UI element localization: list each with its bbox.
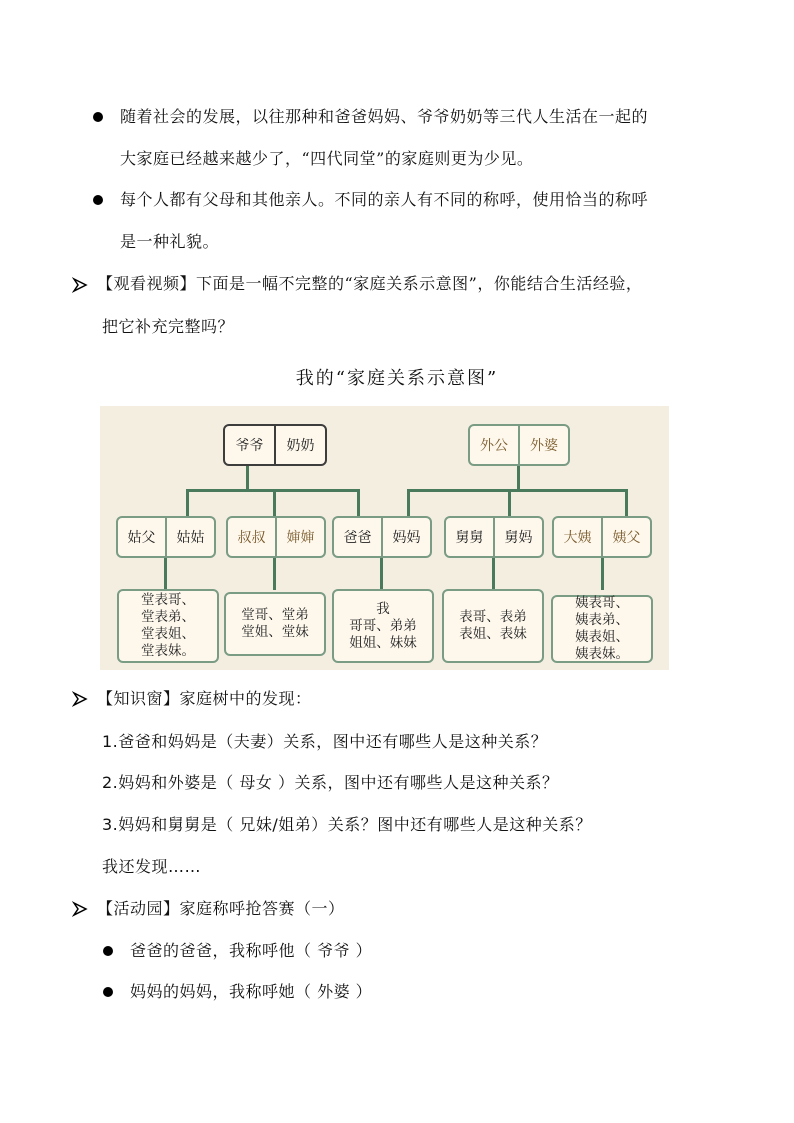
children-box <box>551 595 653 663</box>
child-label: 姨表姐、 <box>575 629 629 645</box>
couple-label: 舅舅 <box>455 530 484 546</box>
bullet-text-line: 是一种礼貌。 <box>120 232 220 251</box>
connector-line <box>186 489 189 517</box>
bullet-text-line: 每个人都有父母和其他亲人。不同的亲人有不同的称呼，使用恰当的称呼 <box>120 190 649 209</box>
arrow-bullet-icon <box>72 277 88 293</box>
video-text-line: 把它补充完整吗？ <box>102 317 235 336</box>
maternal-grandpa-label: 外公 <box>480 438 508 454</box>
diagram-title: 我的“家庭关系示意图” <box>295 368 499 389</box>
connector-line <box>380 556 383 590</box>
child-label: 堂表哥、 <box>141 592 195 608</box>
knowledge-item: 2.妈妈和外婆是（ 母女 ）关系，图中还有哪些人是这种关系？ <box>102 773 559 792</box>
couple-box-parents <box>332 516 432 558</box>
connector-line <box>517 465 520 490</box>
child-label: 哥哥、弟弟 <box>349 617 417 634</box>
couple-label: 舅妈 <box>504 530 533 546</box>
bullet-dot <box>103 946 113 956</box>
child-label: 表姐、表妹 <box>459 626 527 642</box>
children-box <box>332 589 434 663</box>
arrow-bullet-icon <box>72 901 88 917</box>
child-label: 姨表哥、 <box>575 595 629 611</box>
bullet-dot <box>93 195 103 205</box>
child-label: 表哥、表弟 <box>459 609 527 625</box>
couple-label: 姑父 <box>127 530 156 546</box>
child-label: 堂表姐、 <box>141 626 195 642</box>
maternal-grandma-label: 外婆 <box>530 438 558 454</box>
couple-box-aunt-maternal <box>552 516 652 558</box>
child-label: 堂表妹。 <box>141 643 195 659</box>
couple-label: 姑姑 <box>176 530 205 546</box>
couple-label: 姨父 <box>612 530 641 546</box>
couple-label: 叔叔 <box>237 530 266 546</box>
child-label: 堂表弟、 <box>141 609 195 625</box>
connector-line <box>508 489 511 517</box>
connector-line <box>357 489 360 517</box>
grandpa-label: 爷爷 <box>235 438 264 454</box>
bullet-dot <box>93 112 103 122</box>
children-box <box>224 592 326 656</box>
children-box <box>117 589 219 663</box>
couple-box-uncle-maternal <box>444 516 544 558</box>
child-label: 姐姐、妹妹 <box>349 634 417 651</box>
knowledge-heading: 【知识窗】家庭树中的发现： <box>97 689 312 708</box>
bullet-text-line: 随着社会的发展，以往那种和爸爸妈妈、爷爷奶奶等三代人生活在一起的 <box>120 107 649 126</box>
child-label: 堂姐、堂妹 <box>241 624 309 640</box>
connector-line <box>273 489 276 517</box>
bullet-text-line: 大家庭已经越来越少了，“四代同堂”的家庭则更为少见。 <box>120 149 534 168</box>
connector-line <box>407 489 628 492</box>
knowledge-item: 1.爸爸和妈妈是（夫妻）关系，图中还有哪些人是这种关系？ <box>102 732 548 751</box>
couple-box-uncle-paternal <box>226 516 326 558</box>
activity-heading: 【活动园】家庭称呼抢答赛（一） <box>97 899 345 918</box>
knowledge-more: 我还发现…… <box>102 857 202 876</box>
family-diagram <box>100 406 669 670</box>
child-label: 堂哥、堂弟 <box>241 607 309 623</box>
connector-line <box>601 556 604 590</box>
connector-line <box>625 489 628 517</box>
connector-line <box>246 465 249 490</box>
connector-line <box>407 489 410 517</box>
child-label: 姨表弟、 <box>575 612 629 628</box>
couple-label: 爸爸 <box>343 530 372 546</box>
knowledge-item: 3.妈妈和舅舅是（ 兄妹/姐弟）关系？图中还有哪些人是这种关系？ <box>102 815 592 834</box>
connector-line <box>273 556 276 590</box>
video-text-line: 【观看视频】下面是一幅不完整的“家庭关系示意图”，你能结合生活经验， <box>97 274 643 293</box>
couple-box-aunt-paternal <box>116 516 216 558</box>
child-label: 我 <box>376 600 390 617</box>
couple-label: 婶婶 <box>286 530 315 546</box>
children-box <box>442 589 544 663</box>
arrow-bullet-icon <box>72 691 88 707</box>
bullet-dot <box>103 987 113 997</box>
connector-line <box>164 556 167 590</box>
child-label: 姨表妹。 <box>575 646 629 662</box>
couple-label: 妈妈 <box>392 530 421 546</box>
connector-line <box>492 556 495 590</box>
grandma-label: 奶奶 <box>286 438 315 454</box>
grandparents-maternal-box <box>468 424 570 466</box>
couple-label: 大姨 <box>563 530 592 546</box>
grandparents-paternal-box <box>223 424 327 466</box>
activity-item: 妈妈的妈妈，我称呼她（ 外婆 ） <box>130 982 373 1001</box>
activity-item: 爸爸的爸爸，我称呼他（ 爷爷 ） <box>130 941 373 960</box>
